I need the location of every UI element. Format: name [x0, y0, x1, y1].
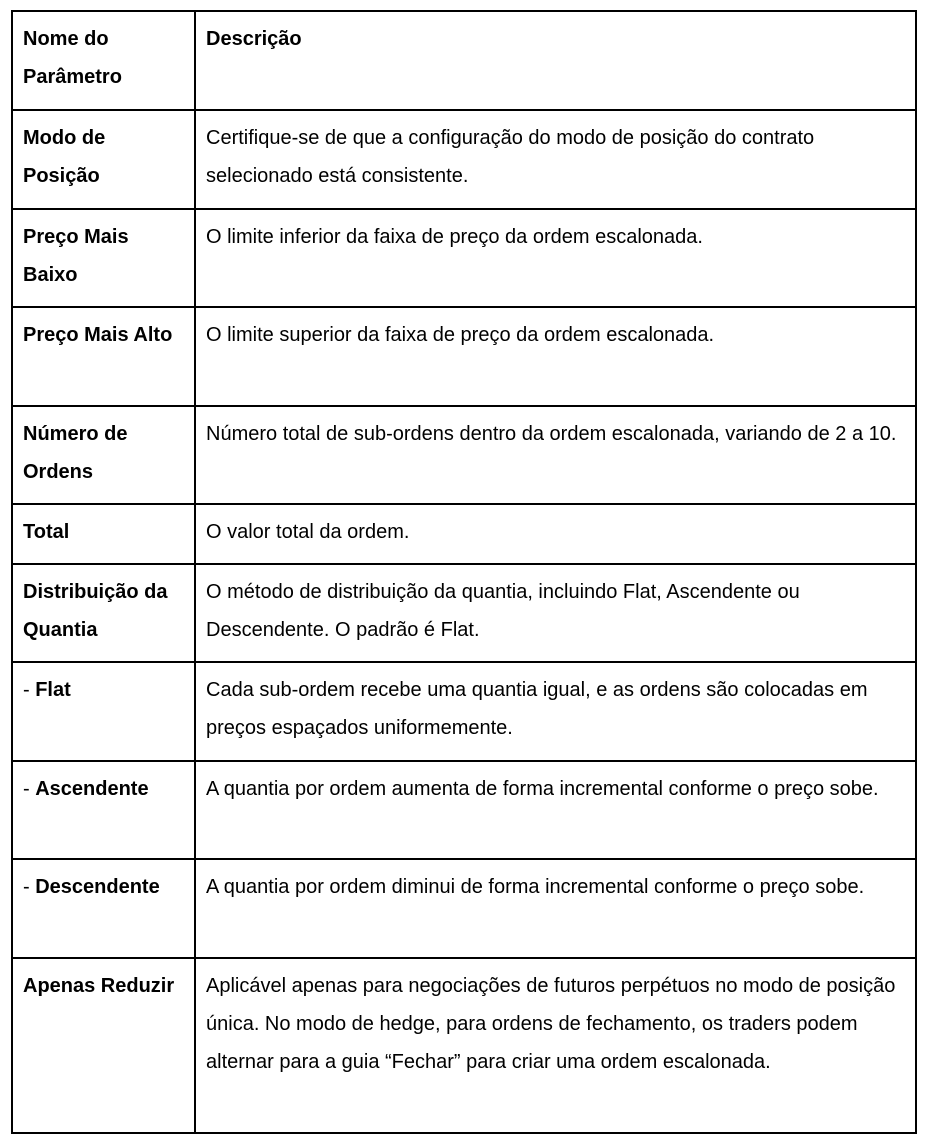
param-name: Número de Ordens [23, 423, 128, 483]
param-name: Total [23, 521, 70, 543]
param-description-cell [195, 859, 916, 958]
param-name: Preço Mais Baixo [23, 226, 129, 286]
param-description: Certifique-se de que a configuração do modo de posição do contrato selecionado está consistente. [206, 127, 815, 187]
param-prefix: - [23, 778, 36, 800]
param-name: Descendente [35, 876, 160, 898]
table-row [12, 662, 916, 761]
param-name: Flat [35, 679, 71, 701]
param-description-cell [195, 662, 916, 761]
table-row [12, 564, 916, 662]
header-name-label: Nome do Parâmetro [23, 28, 122, 88]
param-description: O limite superior da faixa de preço da ordem escalonada. [206, 324, 715, 346]
table-row [12, 110, 916, 209]
header-description-label: Descrição [206, 28, 302, 50]
table-row [12, 209, 916, 307]
param-name: Distribuição da Quantia [23, 581, 168, 641]
header-cell-description [195, 11, 916, 110]
param-prefix: - [23, 679, 36, 701]
table-row [12, 761, 916, 859]
param-description: O método de distribuição da quantia, incluindo Flat, Ascendente ou Descendente. O padrão é Flat. [206, 581, 800, 641]
param-name: Modo de Posição [23, 127, 106, 187]
param-description-cell [195, 564, 916, 662]
param-description: A quantia por ordem aumenta de forma incremental conforme o preço sobe. [206, 778, 879, 800]
param-description-cell [195, 504, 916, 564]
param-description-cell [195, 958, 916, 1133]
table-header-row [12, 11, 916, 110]
param-name-cell [12, 504, 195, 564]
param-name: Preço Mais Alto [23, 324, 173, 346]
param-description: Cada sub-ordem recebe uma quantia igual, e as ordens são colocadas em preços espaçados uniformemente. [206, 679, 868, 739]
param-name-cell [12, 406, 195, 504]
param-name-cell [12, 662, 195, 761]
param-prefix: - [23, 876, 36, 898]
param-description-cell [195, 209, 916, 307]
parameters-table [11, 10, 917, 1134]
param-description-cell [195, 110, 916, 209]
param-description-cell [195, 761, 916, 859]
param-description: O valor total da ordem. [206, 521, 410, 543]
param-name: Apenas Reduzir [23, 975, 175, 997]
param-description-cell [195, 406, 916, 504]
param-name-cell [12, 110, 195, 209]
param-name-cell [12, 958, 195, 1133]
param-description-cell [195, 307, 916, 406]
header-cell-name [12, 11, 195, 110]
param-description: A quantia por ordem diminui de forma incremental conforme o preço sobe. [206, 876, 865, 898]
param-name-cell [12, 859, 195, 958]
param-name-cell [12, 209, 195, 307]
table-row [12, 504, 916, 564]
param-name-cell [12, 307, 195, 406]
param-name: Ascendente [35, 778, 149, 800]
param-description: Número total de sub-ordens dentro da ordem escalonada, variando de 2 a 10. [206, 423, 897, 445]
param-name-cell [12, 761, 195, 859]
param-description: Aplicável apenas para negociações de futuros perpétuos no modo de posição única. No modo de hedge, para ordens de fechamento, os traders podem alternar para a guia “Fechar” para criar uma ordem escalonada. [206, 975, 896, 1073]
table-row [12, 406, 916, 504]
param-description: O limite inferior da faixa de preço da ordem escalonada. [206, 226, 703, 248]
table-row [12, 859, 916, 958]
table-row [12, 307, 916, 406]
table-row [12, 958, 916, 1133]
param-name-cell [12, 564, 195, 662]
